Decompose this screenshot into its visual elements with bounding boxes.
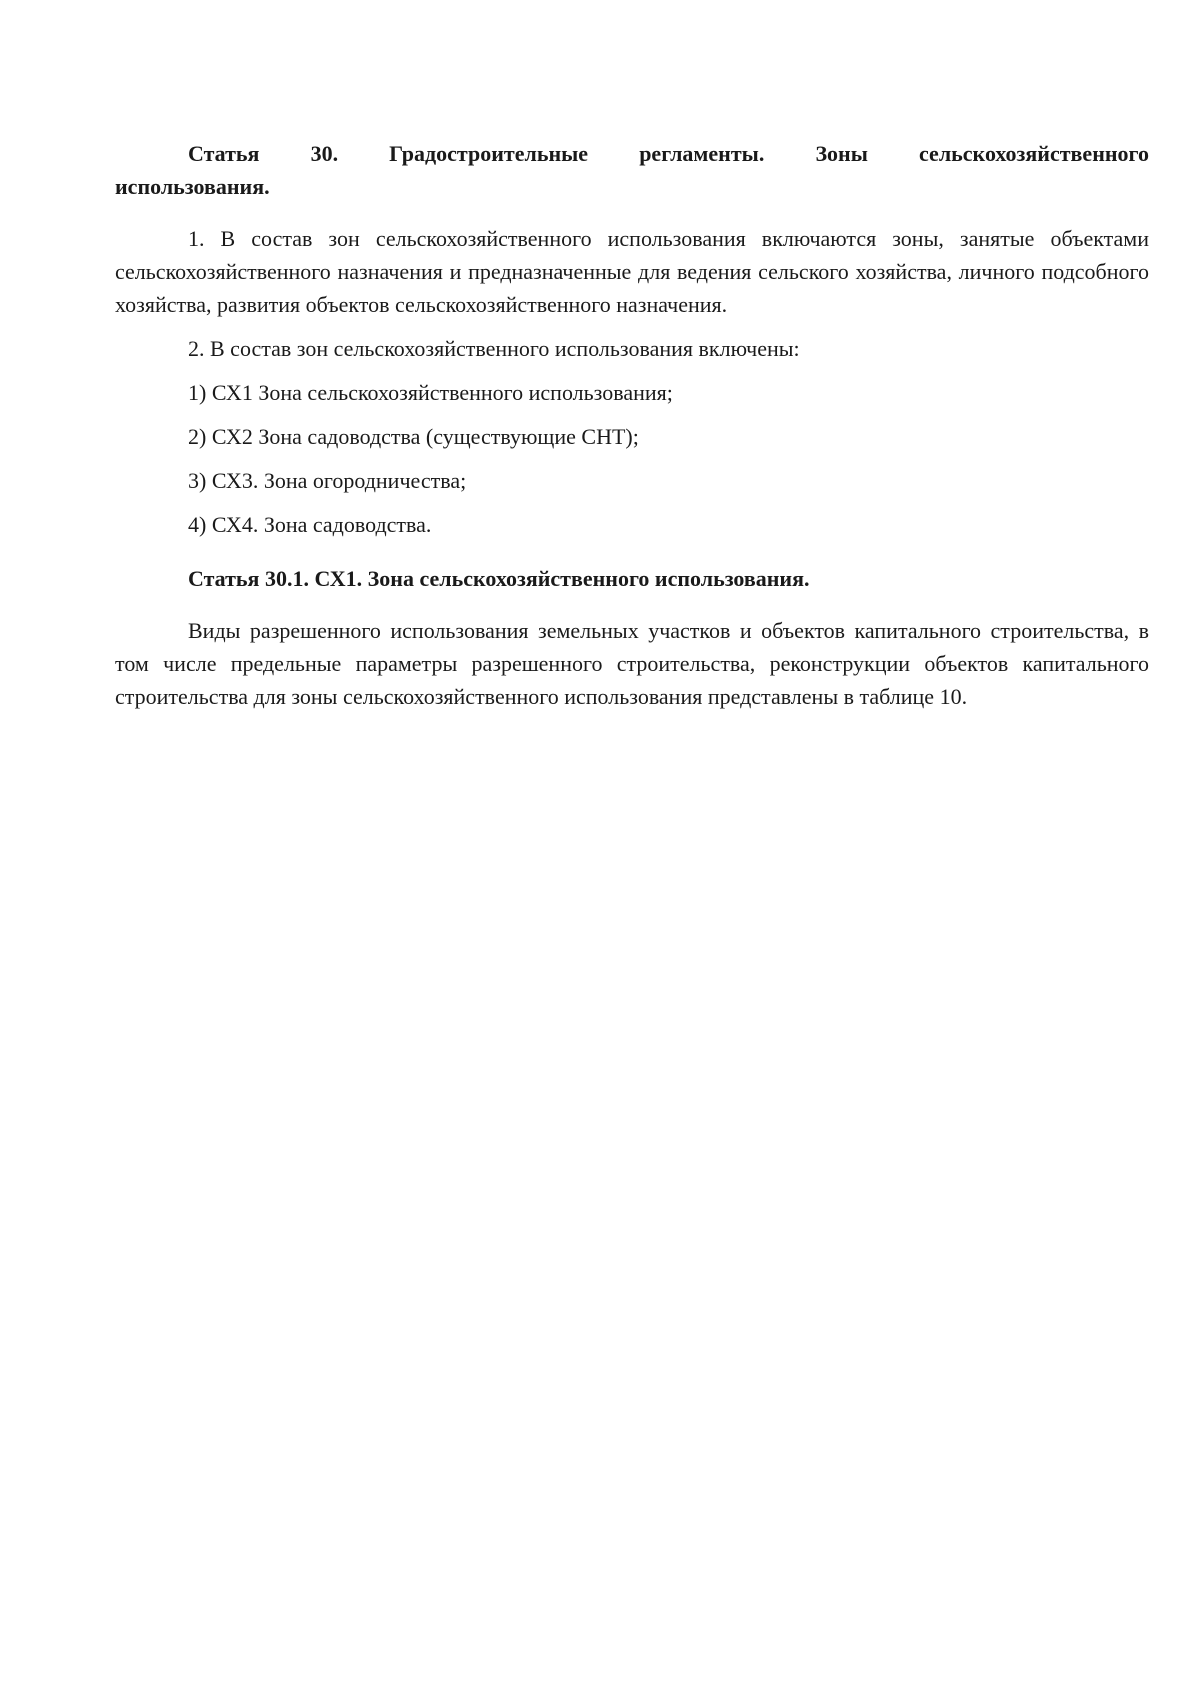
article-30-1-heading: Статья 30.1. СХ1. Зона сельскохозяйственного использования.	[188, 566, 810, 591]
zone-list-item: 1) СХ1 Зона сельскохозяйственного использования;	[188, 380, 673, 405]
zone-list-item: 4) СХ4. Зона садоводства.	[188, 512, 432, 537]
article-30-1-paragraph: Виды разрешенного использования земельных участков и объектов капитального строительства, в том числе предельные параметры разрешенного строительства, реконструкции объектов капитального строительства для зоны сельскохозяйственного использования представлены в таблице 10.	[115, 618, 1149, 709]
article-30-paragraph-2: 2. В состав зон сельскохозяйственного использования включены:	[188, 336, 800, 361]
zone-list-item: 3) СХ3. Зона огородничества;	[188, 468, 467, 493]
article-30-paragraph-1: 1. В состав зон сельскохозяйственного использования включаются зоны, занятые объектами сельскохозяйственного назначения и предназначенные для ведения сельского хозяйства, личного подсобного хозяйства, развития объектов сельскохозяйственного назначения.	[115, 226, 1149, 317]
article-30-heading: Статья 30. Градостроительные регламенты. Зоны сельскохозяйственного использования.	[115, 141, 1149, 199]
zone-list-item: 2) СХ2 Зона садоводства (существующие СНТ);	[188, 424, 639, 449]
document-body	[115, 137, 1149, 724]
